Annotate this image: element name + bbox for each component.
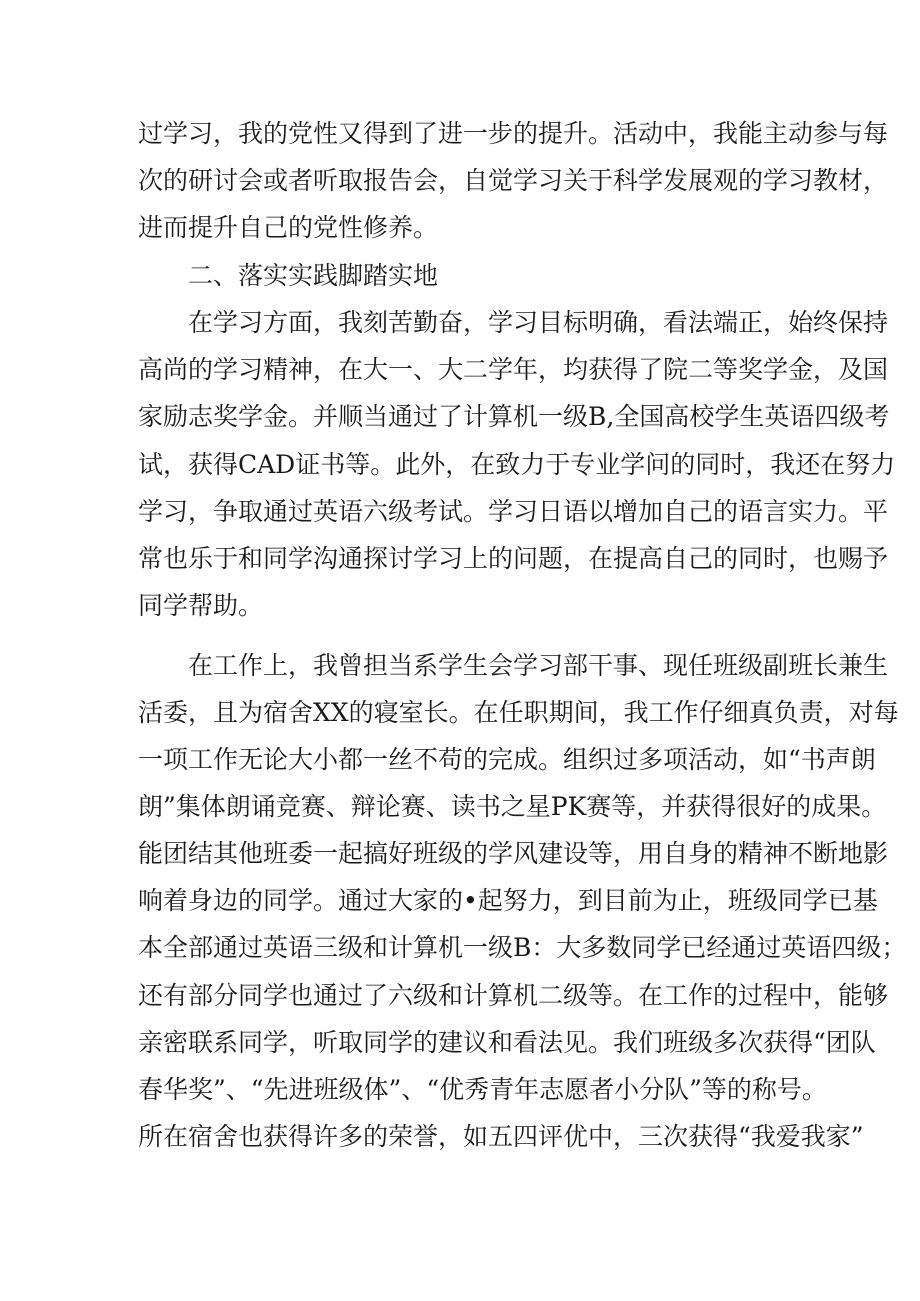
paragraph-line: 进而提升自己的党性修养。 — [138, 213, 439, 242]
paragraph-line: 本全部通过英语三级和计算机一级B：大多数同学已经通过英语四级； — [138, 933, 907, 962]
paragraph-line: 过学习，我的党性又得到了进一步的提升。活动中，我能主动参与每 — [138, 119, 889, 148]
paragraph-line: 同学帮助。 — [138, 591, 264, 620]
paragraph-line: 常也乐于和同学沟通探讨学习上的问题，在提高自己的同时，也赐予 — [138, 544, 889, 573]
paragraph-line: 所在宿舍也获得许多的荣誉，如五四评优中，三次获得“我爱我家” — [138, 1122, 864, 1151]
paragraph-line: 还有部分同学也通过了六级和计算机二级等。在工作的过程中，能够 — [138, 981, 889, 1010]
paragraph-line: 学习，争取通过英语六级考试。学习日语以增加自己的语言实力。平 — [138, 497, 889, 526]
paragraph-line: 响着身边的同学。通过大家的•起努力，到目前为止，班级同学已基 — [138, 886, 878, 915]
paragraph-line: 春华奖”、“先进班级体”、“优秀青年志愿者小分队”等的称号。 — [138, 1075, 827, 1104]
paragraph-line: 亲密联系同学，听取同学的建议和看法见。我们班级多次获得“团队 — [138, 1028, 876, 1057]
paragraph-line: 家励志奖学金。并顺当通过了计算机一级B,全国高校学生英语四级考 — [138, 402, 890, 431]
paragraph-line: 在学习方面，我刻苦勤奋，学习目标明确，看法端正，始终保持 — [188, 308, 889, 337]
paragraph-line: 次的研讨会或者听取报告会，自觉学习关于科学发展观的学习教材， — [138, 166, 889, 195]
paragraph-line: 能团结其他班委一起搞好班级的学风建设等，用自身的精神不断地影 — [138, 839, 889, 868]
section-heading: 二、落实实践脚踏实地 — [188, 261, 439, 290]
paragraph-line: 试，获得CAD证书等。此外，在致力于专业学问的同时，我还在努力 — [138, 450, 896, 479]
paragraph-line: 活委，且为宿舍XX的寝室长。在任职期间，我工作仔细真负责，对每 — [138, 698, 899, 727]
paragraph-line: 在工作上，我曾担当系学生会学习部干事、现任班级副班长兼生 — [188, 651, 889, 680]
paragraph-line: 高尚的学习精神，在大一、大二学年，均获得了院二等奖学金，及国 — [138, 355, 889, 384]
paragraph-line: 朗”集体朗诵竞赛、辩论赛、读书之星PK赛等，并获得很好的成果。 — [138, 792, 887, 821]
paragraph-line: 一项工作无论大小都一丝不苟的完成。组织过多项活动，如“书声朗 — [138, 745, 876, 774]
